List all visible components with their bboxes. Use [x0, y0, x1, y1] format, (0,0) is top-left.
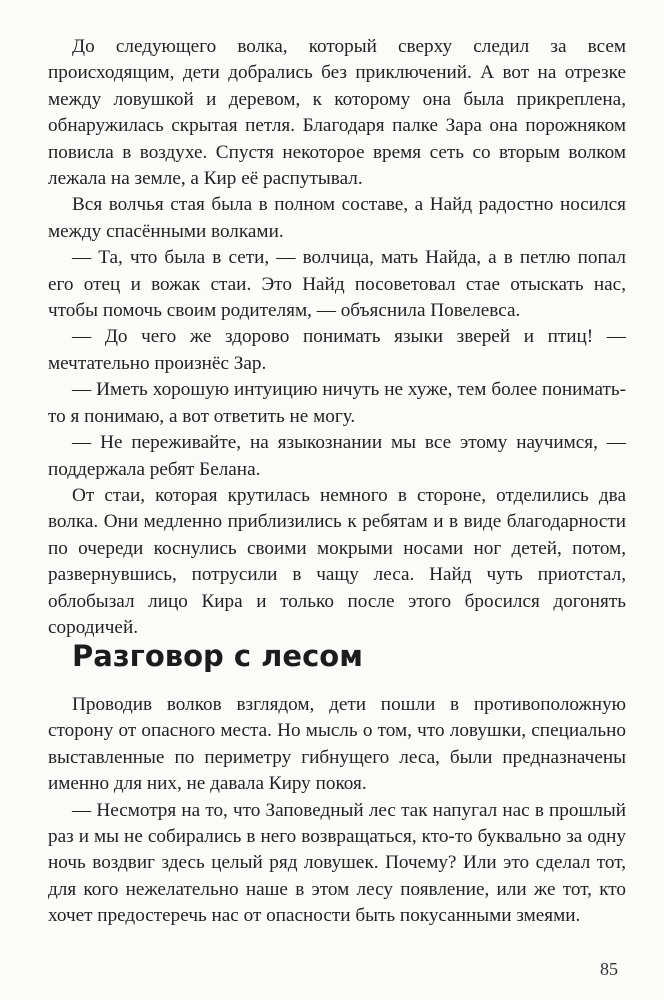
- paragraph: Вся волчья стая была в полном составе, а Найд радостно носился между спасёнными волками.: [48, 194, 626, 242]
- chapter-heading: Разговор с лесом: [72, 639, 363, 673]
- text-section-2: [48, 692, 626, 930]
- paragraph: — Несмотря на то, что Заповедный лес так напугал нас в прошлый раз и мы не собирались в него возвращаться, кто-то буквально за одну ночь воздвиг здесь целый ряд ловушек. Почему? Или это сделал тот, для кого нежелательно наше в этом лесу появление, или же тот, кто хочет предостеречь нас от опасности быть покусанными змеями.: [48, 799, 626, 927]
- paragraph: — До чего же здорово понимать языки зверей и птиц! — мечтательно произнёс Зар.: [48, 326, 626, 374]
- paragraph: До следующего волка, который сверху следил за всем происходящим, дети добрались без приключений. А вот на отрезке между ловушкой и деревом, к которому она была прикреплена, обнаружилась скрытая петля. Благодаря палке Зара она порожняком повисла в воздухе. Спустя некоторое время сеть со вторым волком лежала на земле, а Кир её распутывал.: [48, 36, 626, 190]
- page-number: 85: [600, 959, 618, 979]
- paragraph: Проводив волков взглядом, дети пошли в противоположную сторону от опасного места. Но мысль о том, что ловушки, специально выставленные по периметру гибнущего леса, были предназначены именно для них, не давала Киру покоя.: [48, 694, 626, 795]
- text-section-1: [48, 34, 626, 641]
- paragraph: — Не переживайте, на языкознании мы все этому научимся, — поддержала ребят Белана.: [48, 432, 626, 480]
- paragraph: — Иметь хорошую интуицию ничуть не хуже, тем более понимать-то я понимаю, а вот ответить не могу.: [48, 379, 626, 427]
- paragraph: От стаи, которая крутилась немного в стороне, отделились два волка. Они медленно приблизились к ребятам и в виде благодарности по очереди коснулись своими мокрыми носами ног детей, потом, развернувшись, потрусили в чащу леса. Найд чуть приотстал, облобызал лицо Кира и только после этого бросился догонять сородичей.: [48, 484, 626, 638]
- paragraph: — Та, что была в сети, — волчица, мать Найда, а в петлю попал его отец и вожак стаи. Это Найд посоветовал стае отыскать нас, чтобы помочь своим родителям, — объяснила Повелевса.: [48, 247, 626, 322]
